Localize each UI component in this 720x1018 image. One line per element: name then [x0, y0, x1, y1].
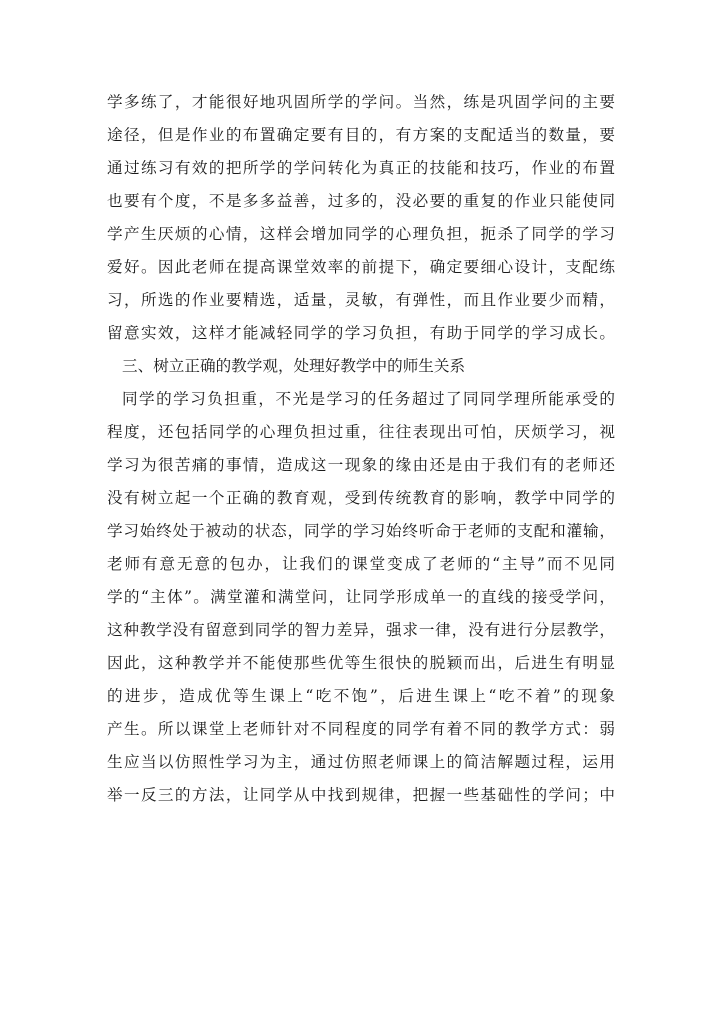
- paragraph-line: 习，所选的作业要精选，适量，灵敏，有弹性，而且作业要少而精，: [107, 291, 615, 309]
- paragraph-line: 程度，还包括同学的心理负担过重，往往表现出可怕，厌烦学习，视: [107, 423, 615, 441]
- paragraph-line: 也要有个度，不是多多益善，过多的，没必要的重复的作业只能使同: [107, 192, 615, 210]
- document-body: [107, 86, 615, 812]
- paragraph-line: 途径，但是作业的布置确定要有目的，有方案的支配适当的数量，要: [107, 126, 615, 144]
- paragraph-line: 通过练习有效的把所学的学问转化为真正的技能和技巧，作业的布置: [107, 159, 615, 177]
- paragraph-line: 学产生厌烦的心情，这样会增加同学的心理负担，扼杀了同学的学习: [107, 225, 615, 243]
- paragraph-line: 学习为很苦痛的事情，造成这一现象的缘由还是由于我们有的老师还: [107, 456, 615, 474]
- paragraph-line: 产生。所以课堂上老师针对不同程度的同学有着不同的教学方式：弱: [107, 720, 615, 738]
- paragraph-line: 学多练了，才能很好地巩固所学的学问。当然，练是巩固学问的主要: [107, 93, 615, 111]
- paragraph-line: 留意实效，这样才能减轻同学的学习负担，有助于同学的学习成长。: [107, 324, 615, 342]
- paragraph-line: 没有树立起一个正确的教育观，受到传统教育的影响，教学中同学的: [107, 489, 615, 507]
- paragraph-line: 同学的学习负担重，不光是学习的任务超过了同同学理所能承受的: [122, 390, 615, 408]
- paragraph-line: 因此，这种教学并不能使那些优等生很快的脱颖而出，后进生有明显: [107, 654, 615, 672]
- paragraph-line: 这种教学没有留意到同学的智力差异，强求一律，没有进行分层教学，: [107, 621, 615, 639]
- paragraph-line: 学习始终处于被动的状态，同学的学习始终听命于老师的支配和灌输，: [107, 522, 615, 540]
- paragraph-line: 生应当以仿照性学习为主，通过仿照老师课上的简洁解题过程，运用: [107, 753, 615, 771]
- paragraph-line: 学的“主体”。满堂灌和满堂问，让同学形成单一的直线的接受学问，: [107, 588, 615, 606]
- paragraph-line: 举一反三的方法，让同学从中找到规律，把握一些基础性的学问；中: [107, 786, 615, 804]
- paragraph-line: 的进步，造成优等生课上“吃不饱”，后进生课上“吃不着”的现象: [107, 687, 615, 705]
- section-heading: 三、树立正确的教学观，处理好教学中的师生关系: [122, 357, 466, 375]
- paragraph-line: 老师有意无意的包办，让我们的课堂变成了老师的“主导”而不见同: [107, 555, 615, 573]
- paragraph-line: 爱好。因此老师在提高课堂效率的前提下，确定要细心设计，支配练: [107, 258, 615, 276]
